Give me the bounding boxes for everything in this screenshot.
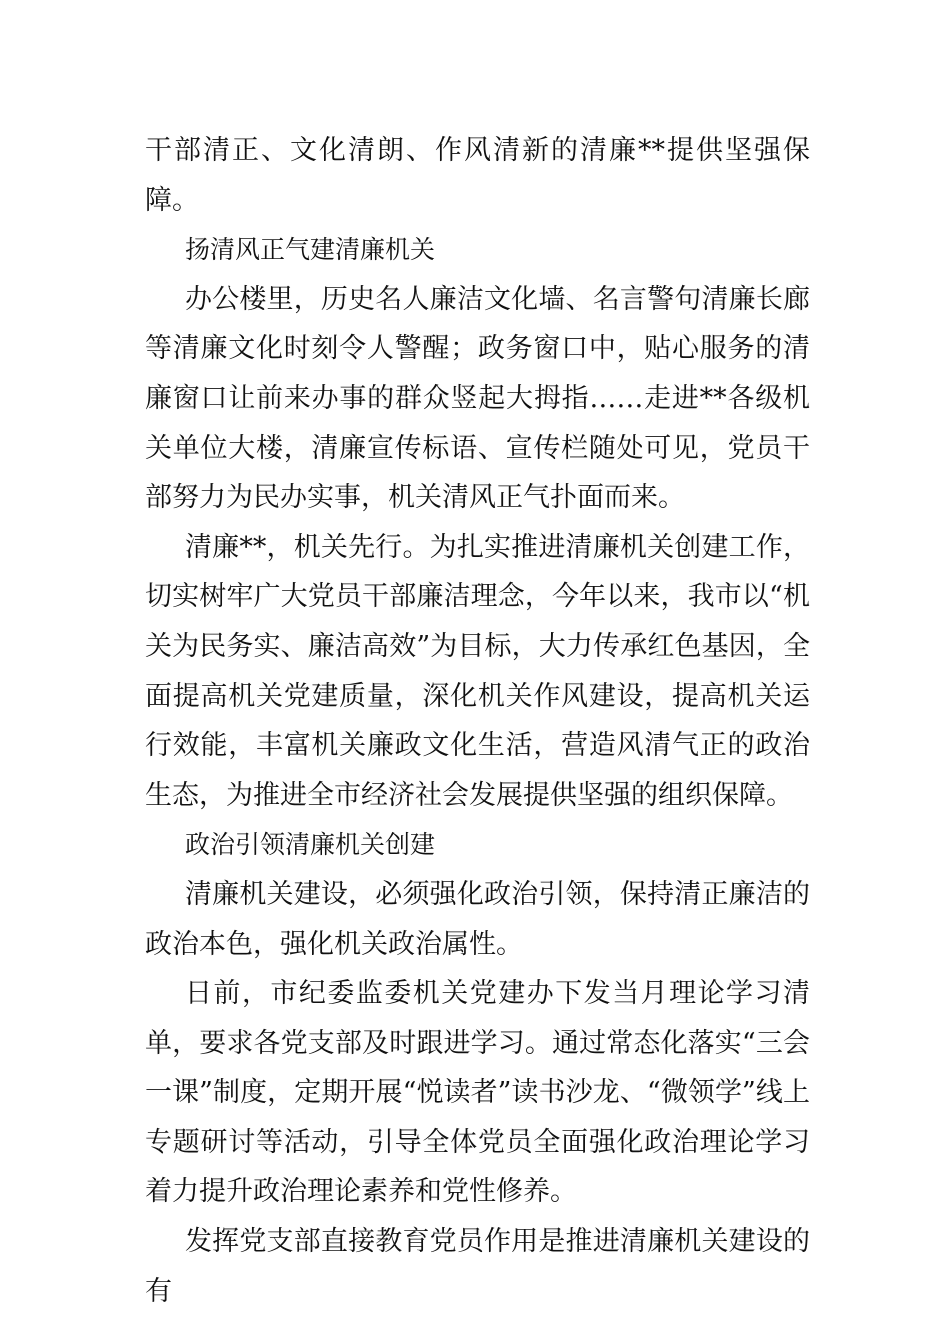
paragraph-political-leadership: 清廉机关建设，必须强化政治引领，保持清正廉洁的政治本色，强化机关政治属性。 <box>145 878 810 960</box>
section-heading-qingfeng: 扬清风正气建清廉机关 <box>185 235 436 265</box>
section-heading-political-leadership: 政治引领清廉机关创建 <box>185 830 436 860</box>
paragraph-study-list: 日前，市纪委监委机关党建办下发当月理论学习清单，要求各党支部及时跟进学习。通过常态化落实“三会一课”制度，定期开展“悦读者”读书沙龙、“微领学”线上专题研讨等活动，引导全体党员全面强化政治理论学习着力提升政治理论素养和党性修养。 <box>145 978 810 1208</box>
paragraph-office-building: 办公楼里，历史名人廉洁文化墙、名言警句清廉长廊等清廉文化时刻令人警醒；政务窗口中，贴心服务的清廉窗口让前来办事的群众竖起大拇指……走进**各级机关单位大楼，清廉宣传标语、宣传栏随处可见，党员干部努力为民办实事，机关清风正气扑面而来。 <box>145 283 810 514</box>
paragraph-jiguan-xianxing: 清廉**，机关先行。为扎实推进清廉机关创建工作，切实树牢广大党员干部廉洁理念，今年以来，我市以“机关为民务实、廉洁高效”为目标，大力传承红色基因，全面提高机关党建质量，深化机关作风建设，提高机关运行效能，丰富机关廉政文化生活，营造风清气正的政治生态，为推进全市经济社会发展提供坚强的组织保障。 <box>145 531 810 811</box>
paragraph-party-branch: 发挥党支部直接教育党员作用是推进清廉机关建设的有 <box>145 1226 810 1307</box>
paragraph-continuation: 干部清正、文化清朗、作风清新的清廉**提供坚强保障。 <box>145 135 810 216</box>
document-body <box>145 126 810 1316</box>
